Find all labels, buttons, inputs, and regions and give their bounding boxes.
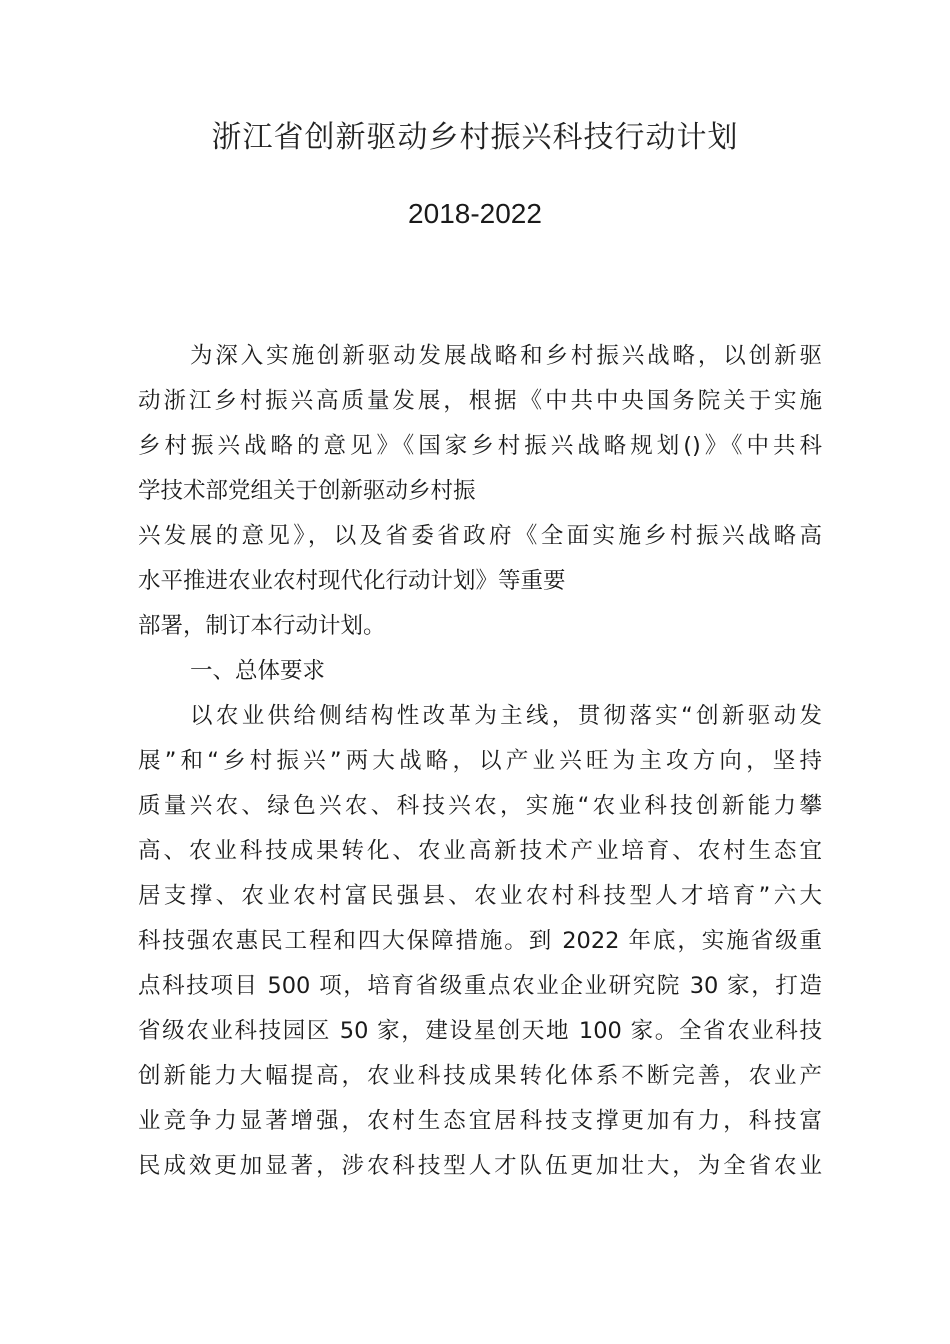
document-body	[138, 334, 822, 1189]
body-text-line: 部署，制订本行动计划。	[138, 613, 386, 639]
body-text-line: 水平推进农业农村现代化行动计划》等重要	[138, 568, 566, 594]
document-years: 2018-2022	[408, 198, 542, 229]
body-text-line: 一、总体要求	[190, 658, 326, 684]
body-text-line: 民成效更加显著，涉农科技型人才队伍更加壮大，为全省农业	[138, 1153, 822, 1179]
body-text-line: 创新能力大幅提高，农业科技成果转化体系不断完善，农业产	[138, 1063, 822, 1089]
body-text-line: 为深入实施创新驱动发展战略和乡村振兴战略，以创新驱	[190, 343, 822, 369]
body-text-line: 居支撑、农业农村富民强县、农业农村科技型人才培育”六大	[138, 883, 822, 909]
document-title: 浙江省创新驱动乡村振兴科技行动计划	[211, 120, 739, 155]
body-text-line: 动浙江乡村振兴高质量发展，根据《中共中央国务院关于实施	[138, 388, 822, 414]
body-text-line: 质量兴农、绿色兴农、科技兴农，实施“农业科技创新能力攀	[138, 793, 822, 819]
body-text-line: 业竞争力显著增强，农村生态宜居科技支撑更加有力，科技富	[138, 1108, 822, 1134]
body-text-line: 兴发展的意见》，以及省委省政府《全面实施乡村振兴战略高	[138, 523, 822, 549]
body-text-line: 以农业供给侧结构性改革为主线，贯彻落实“创新驱动发	[190, 703, 822, 729]
body-text-line: 乡村振兴战略的意见》《国家乡村振兴战略规划()》《中共科	[138, 433, 822, 459]
body-text-line: 高、农业科技成果转化、农业高新技术产业培育、农村生态宜	[138, 838, 822, 864]
body-text-line: 省级农业科技园区 50 家，建设星创天地 100 家。全省农业科技	[138, 1018, 822, 1044]
body-text-line: 点科技项目 500 项，培育省级重点农业企业研究院 30 家，打造	[138, 973, 822, 999]
body-text-line: 科技强农惠民工程和四大保障措施。到 2022 年底，实施省级重	[138, 928, 822, 954]
body-text-line: 展”和“乡村振兴”两大战略，以产业兴旺为主攻方向，坚持	[138, 748, 822, 774]
body-text-line: 学技术部党组关于创新驱动乡村振	[138, 478, 476, 504]
